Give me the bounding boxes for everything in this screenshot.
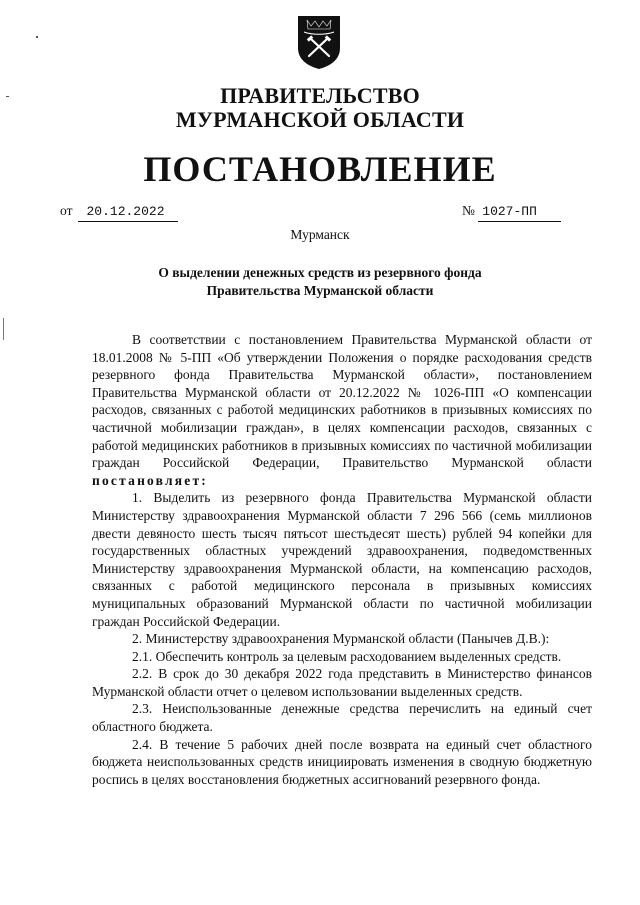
- city: Мурманск: [290, 227, 350, 242]
- scan-artifact: [36, 36, 38, 38]
- number-value: 1027-ПП: [478, 203, 561, 222]
- paragraph-1: 1. Выделить из резервного фонда Правительства Мурманской области Министерству здравоохранения Мурманской области 7 296 566 (семь миллионов двести девяносто шесть тысяч пятьсот шестьдесят шесть) рублей 94 копейки для государственных областных учреждений здравоохранения, подведомственных Министерству здравоохранения Мурманской области, на компенсацию расходов, связанных с работой медицинского персонала в призывных комиссиях муниципальных образований Мурманской области по частичной мобилизации граждан Российской Федерации.: [92, 490, 592, 629]
- paragraph-2: 2. Министерству здравоохранения Мурманской области (Панычев Д.В.):: [132, 631, 550, 647]
- document-number: [462, 202, 561, 222]
- subject-line2: Правительства Мурманской области: [206, 283, 434, 298]
- document-date: [60, 202, 178, 222]
- decree-word: постановляет:: [92, 472, 208, 488]
- paragraph-2-3: 2.3. Неиспользованные денежные средства перечислить на единый счет областного бюджета.: [92, 701, 592, 735]
- coat-of-arms-icon: [296, 14, 342, 70]
- document-body: [92, 331, 592, 788]
- intro-paragraph: [92, 331, 592, 489]
- paragraph-2-2: 2.2. В срок до 30 декабря 2022 года представить в Министерство финансов Мурманской области отчет о целевом использовании выделенных средств.: [92, 666, 592, 699]
- org-title-line1: ПРАВИТЕЛЬСТВО: [220, 83, 420, 108]
- org-title-line2: МУРМАНСКОЙ ОБЛАСТИ: [175, 107, 465, 132]
- document-type-title: ПОСТАНОВЛЕНИЕ: [143, 149, 497, 189]
- paragraph-2-4: 2.4. В течение 5 рабочих дней после возврата на единый счет областного бюджета неиспользованных средств инициировать изменения в сводную бюджетную роспись в целях восстановления бюджетных ассигнований резервного фонда.: [92, 736, 592, 787]
- intro-text: В соответствии с постановлением Правительства Мурманской области от 18.01.2008 № 5-ПП «Об утверждении Положения о порядке расходования средств резервного фонда Правительства Мурманской области», постановлением Правительства Мурманской области от 20.12.2022 № 1026-ПП «О компенсации расходов, связанных с работой медицинских работников в призывных комиссиях по частичной мобилизации граждан», в целях компенсации расходов, связанных с работой медицинских работников в призывных комиссиях по частичной мобилизации граждан Российской Федерации, Правительство Мурманской области: [92, 332, 592, 471]
- date-prefix: от: [60, 203, 73, 218]
- scan-artifact: [3, 318, 4, 340]
- number-prefix: №: [462, 203, 475, 218]
- subject-line1: О выделении денежных средств из резервного фонда: [158, 265, 482, 280]
- paragraph-2-1: 2.1. Обеспечить контроль за целевым расходованием выделенных средств.: [132, 648, 562, 664]
- date-value: 20.12.2022: [78, 203, 178, 222]
